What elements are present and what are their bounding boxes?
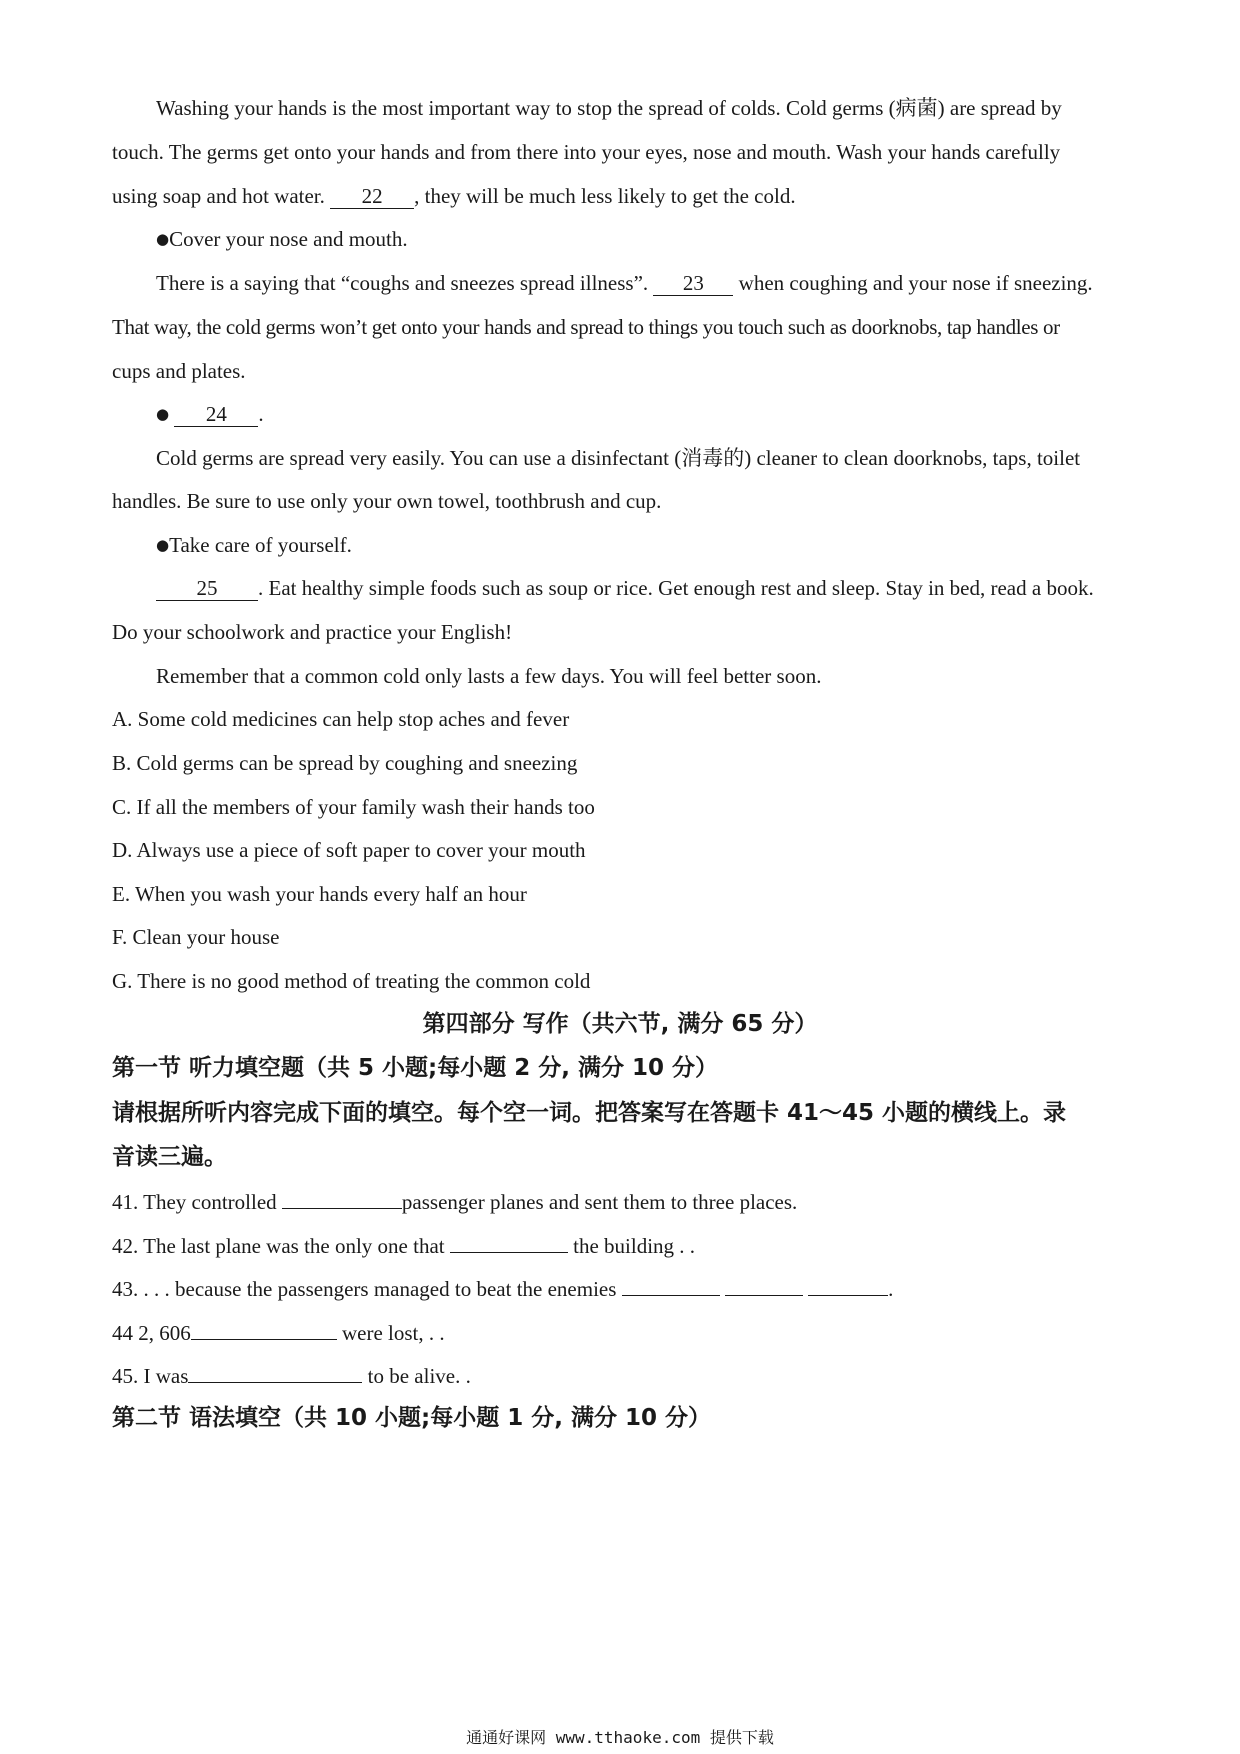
passage-line: Washing your hands is the most important way to stop the spread of colds. Cold germs (病菌) are spread by [156, 96, 1062, 120]
option-f: F. Clean your house [112, 925, 280, 949]
option-g: G. There is no good method of treating the common cold [112, 969, 591, 993]
subheading-text: Cover your nose and mouth. [169, 227, 408, 251]
page-footer: 通通好课网 www.tthaoke.com 提供下载 [466, 1728, 774, 1747]
option-c: C. If all the members of your family wash their hands too [112, 795, 595, 819]
passage-subheading [156, 399, 264, 429]
question-text: 42. The last plane was the only one that [112, 1234, 445, 1258]
answer-blank[interactable] [622, 1271, 720, 1296]
passage-line [112, 181, 796, 211]
question-text: passenger planes and sent them to three places. [401, 1190, 798, 1214]
passage-subheading [156, 224, 408, 254]
option-a: A. Some cold medicines can help stop aches and fever [112, 707, 570, 731]
answer-blank[interactable] [188, 1358, 362, 1383]
passage-text: using soap and hot water. [112, 184, 325, 208]
question-text: 44 2, 606 [112, 1321, 191, 1345]
question-45 [112, 1358, 471, 1391]
question-41 [112, 1184, 797, 1217]
passage-line: That way, the cold germs won’t get onto your hands and spread to things you touch such as doorknobs, tap handles or [112, 315, 1060, 339]
answer-blank[interactable] [808, 1271, 888, 1296]
passage-subheading [156, 530, 352, 560]
question-text: 45. I was [112, 1364, 189, 1388]
passage-line: cups and plates. [112, 359, 246, 383]
question-44 [112, 1315, 445, 1348]
answer-blank[interactable] [725, 1271, 803, 1296]
passage-text: when coughing and your nose if sneezing. [738, 271, 1093, 295]
passage-line: Cold germs are spread very easily. You can use a disinfectant (消毒的) cleaner to clean doorknobs, taps, toilet [156, 446, 1081, 470]
passage-text: , they will be much less likely to get the cold. [414, 184, 796, 208]
question-text: the building . . [573, 1234, 696, 1258]
question-text: were lost, . . [342, 1321, 445, 1345]
bullet-icon: ● [156, 405, 170, 423]
answer-blank[interactable] [191, 1315, 337, 1340]
question-43 [112, 1271, 893, 1304]
question-text: . [888, 1277, 894, 1301]
option-e: E. When you wash your hands every half an hour [112, 882, 527, 906]
passage-text: There is a saying that “coughs and sneezes spread illness”. [156, 271, 649, 295]
passage-line: handles. Be sure to use only your own towel, toothbrush and cup. [112, 489, 662, 513]
question-42 [112, 1228, 695, 1261]
instructions: 音读三遍。 [112, 1144, 227, 1170]
bullet-icon: ● [156, 536, 170, 554]
passage-line: Do your schoolwork and practice your English! [112, 620, 513, 644]
passage-line [156, 573, 1094, 603]
question-text: 41. They controlled [112, 1190, 277, 1214]
question-text: to be alive. . [367, 1364, 471, 1388]
section-title: 第四部分 写作（共六节, 满分 65 分） [422, 1011, 818, 1037]
instructions: 请根据所听内容完成下面的填空。每个空一词。把答案写在答题卡 41～45 小题的横线上。录 [112, 1100, 1067, 1126]
blank-24: 24 [174, 402, 258, 427]
passage-text: . Eat healthy simple foods such as soup or rice. Get enough rest and sleep. Stay in bed, read a book. [258, 576, 1094, 600]
option-b: B. Cold germs can be spread by coughing and sneezing [112, 751, 578, 775]
blank-25: 25 [156, 576, 258, 601]
subsection-title: 第二节 语法填空（共 10 小题;每小题 1 分, 满分 10 分） [112, 1405, 712, 1431]
subheading-text: . [258, 402, 264, 426]
blank-22: 22 [330, 184, 414, 209]
passage-line [156, 268, 1093, 298]
bullet-icon: ● [156, 230, 170, 248]
answer-blank[interactable] [282, 1184, 402, 1209]
blank-23: 23 [653, 271, 733, 296]
passage-line: Remember that a common cold only lasts a few days. You will feel better soon. [156, 664, 822, 688]
answer-blank[interactable] [450, 1228, 568, 1253]
subsection-title: 第一节 听力填空题（共 5 小题;每小题 2 分, 满分 10 分） [112, 1055, 719, 1081]
question-text: 43. . . . because the passengers managed to beat the enemies [112, 1277, 617, 1301]
subheading-text: Take care of yourself. [169, 533, 352, 557]
option-d: D. Always use a piece of soft paper to cover your mouth [112, 838, 586, 862]
passage-line: touch. The germs get onto your hands and from there into your eyes, nose and mouth. Wash your hands carefully [112, 140, 1061, 164]
